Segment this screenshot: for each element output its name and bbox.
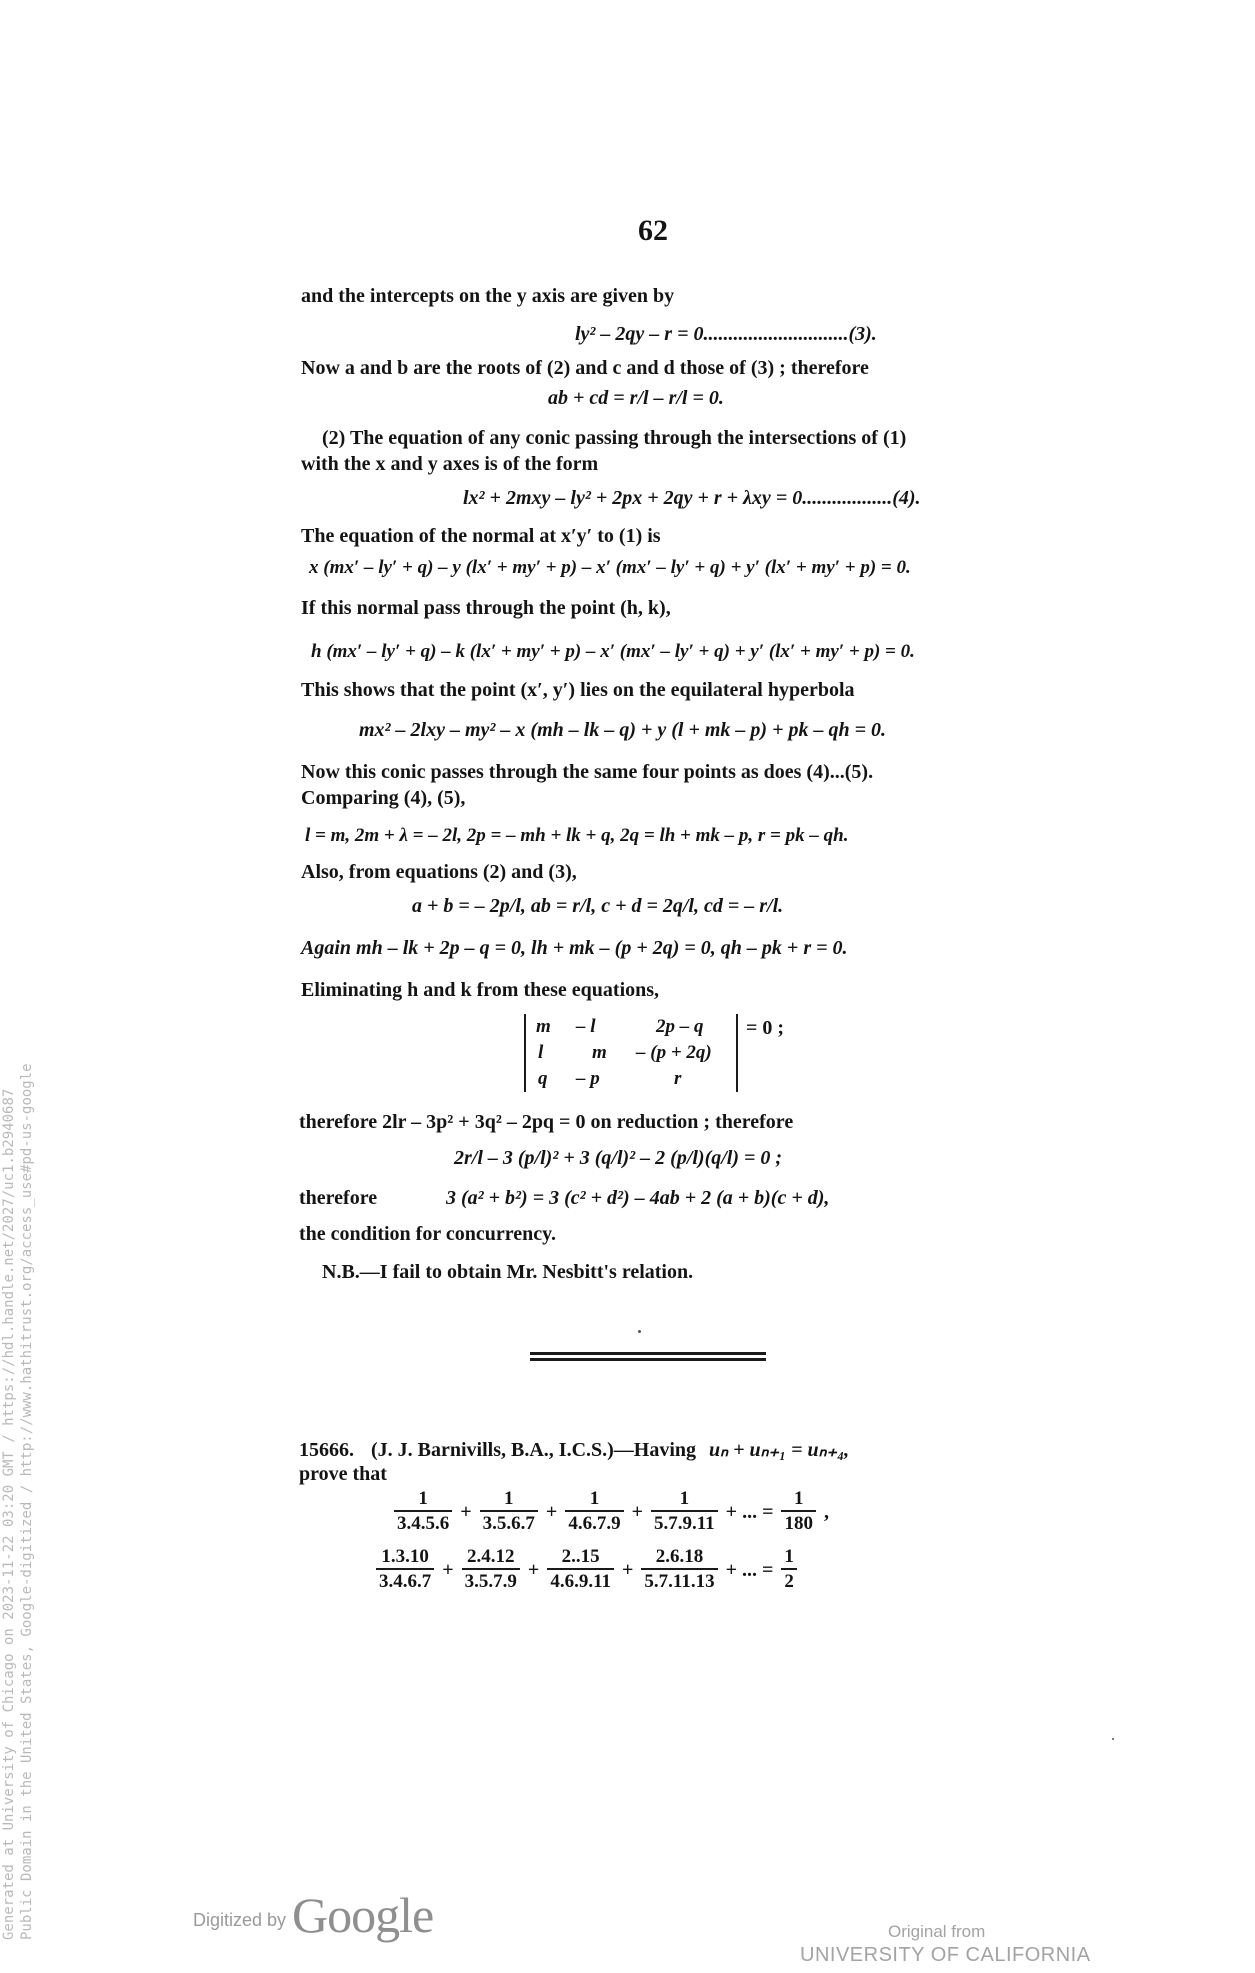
problem-relation: uₙ + uₙ₊₁ = uₙ₊₄,: [709, 1439, 850, 1461]
text-line: (2) The equation of any conic passing through the intersections of (1): [322, 427, 907, 449]
problem-author: (J. J. Barnivills, B.A., I.C.S.)—Having: [371, 1439, 697, 1461]
problem-header: [299, 1438, 849, 1462]
section-rule-top: [530, 1352, 766, 1355]
equation-line: l = m, 2m + λ = – 2l, 2p = – mh + lk + q, 2q = lh + mk – p, r = pk – qh.: [305, 825, 849, 846]
equation-line: 2r/l – 3 (p/l)² + 3 (q/l)² – 2 (p/l)(q/l) = 0 ;: [454, 1147, 783, 1169]
text-line: Eliminating h and k from these equations,: [301, 979, 660, 1001]
equation-line: x (mx′ – ly′ + q) – y (lx′ + my′ + p) – x′ (mx′ – ly′ + q) + y′ (lx′ + my′ + p) = 0.: [309, 557, 911, 578]
equation-line: ly² – 2qy – r = 0.............................(3).: [575, 323, 877, 345]
determinant-cell: – l: [576, 1016, 596, 1037]
fraction: $\frac{2.4.12}{3.5.7.9}$: [462, 1546, 520, 1594]
fraction: $\frac{1}{4.6.7.9}$: [565, 1488, 623, 1536]
determinant-cell: – p: [576, 1068, 600, 1089]
series-1: $\frac{1}{3.4.5.6}$ + $\frac{1}{3.5.6.7}$ + $\frac{1}{4.6.7.9}$ + $\frac{1}{5.7.9.11}$ + ... = $\frac{1}{180}$ ,: [392, 1488, 831, 1536]
equation-line: h (mx′ – ly′ + q) – k (lx′ + my′ + p) – x′ (mx′ – ly′ + q) + y′ (lx′ + my′ + p) = 0.: [311, 641, 915, 662]
equation-line: ab + cd = r/l – r/l = 0.: [548, 387, 724, 409]
side-stamp-line: Generated at University of Chicago on 2023-11-22 03:20 GMT / https://hdl.handle.net/2027/uc1.b2940687: [1, 1088, 17, 1940]
original-from-label: Original from: [888, 1922, 986, 1941]
determinant-cell: m: [592, 1042, 607, 1063]
series-ellipsis: + ... =: [725, 1558, 774, 1581]
text-line: therefore: [299, 1187, 378, 1209]
scan-speck: [1112, 1738, 1114, 1740]
equation-line: mx² – 2lxy – my² – x (mh – lk – q) + y (l + mk – p) + pk – qh = 0.: [359, 719, 886, 741]
determinant-cell: r: [674, 1068, 682, 1089]
text-line: Now this conic passes through the same four points as does (4)...(5).: [301, 761, 874, 783]
fraction-result: $\frac{1}{2}$: [781, 1546, 797, 1594]
determinant-cell: q: [538, 1068, 548, 1089]
prove-that: prove that: [299, 1463, 387, 1485]
text-line: and the intercepts on the y axis are given by: [301, 285, 675, 307]
determinant-equals: = 0 ;: [746, 1017, 785, 1039]
google-logo: Google: [292, 1887, 434, 1943]
equation-line: lx² + 2mxy – ly² + 2px + 2qy + r + λxy = 0..................(4).: [463, 487, 921, 509]
series-tail: ,: [823, 1500, 829, 1523]
institution-link[interactable]: UNIVERSITY OF CALIFORNIA: [800, 1944, 1091, 1966]
equation-line: a + b = – 2p/l, ab = r/l, c + d = 2q/l, cd = – r/l.: [412, 895, 784, 917]
fraction: $\frac{1}{5.7.9.11}$: [651, 1488, 718, 1536]
determinant-cell: – (p + 2q): [636, 1042, 712, 1063]
fraction: $\frac{1}{3.5.6.7}$: [480, 1488, 538, 1536]
text-line: N.B.—I fail to obtain Mr. Nesbitt's relation.: [322, 1261, 694, 1283]
side-stamp: [0, 1063, 36, 1940]
determinant-right-bar: [736, 1014, 738, 1092]
fraction: $\frac{1}{3.4.5.6}$: [394, 1488, 452, 1536]
determinant-left-bar: [524, 1014, 526, 1092]
determinant-cell: m: [536, 1016, 551, 1037]
text-line: Also, from equations (2) and (3),: [301, 861, 577, 883]
text-line: therefore 2lr – 3p² + 3q² – 2pq = 0 on reduction ; therefore: [299, 1111, 794, 1133]
text-line: the condition for concurrency.: [299, 1223, 557, 1245]
series-2: $\frac{1.3.10}{3.4.6.7}$ + $\frac{2.4.12}{3.5.7.9}$ + $\frac{2..15}{4.6.9.11}$ + $\frac{2.6.18}{5.7.11.13}$ + ... = $\frac{1}{2}$: [374, 1546, 799, 1594]
fraction: $\frac{1.3.10}{3.4.6.7}$: [376, 1546, 434, 1594]
text-line: with the x and y axes is of the form: [301, 453, 599, 475]
determinant-cell: l: [538, 1042, 544, 1063]
fraction: $\frac{2..15}{4.6.9.11}$: [547, 1546, 614, 1594]
text-line: If this normal pass through the point (h, k),: [301, 597, 671, 619]
text-line: Now a and b are the roots of (2) and c and d those of (3) ; therefore: [301, 357, 869, 379]
section-rule-bottom: [530, 1358, 766, 1361]
side-stamp-line: Public Domain in the United States, Google-digitized / http://www.hathitrust.org/access_use#pd-us-google: [19, 1063, 35, 1940]
fraction: $\frac{2.6.18}{5.7.11.13}$: [641, 1546, 717, 1594]
problem-number: 15666.: [299, 1439, 354, 1461]
text-line: The equation of the normal at x′y′ to (1) is: [301, 525, 661, 547]
text-line: This shows that the point (x′, y′) lies on the equilateral hyperbola: [301, 679, 855, 701]
equation-line: 3 (a² + b²) = 3 (c² + d²) – 4ab + 2 (a + b)(c + d),: [446, 1187, 830, 1209]
digitized-by-label: Digitized by: [193, 1910, 287, 1930]
scan-speck: [638, 1330, 641, 1333]
fraction-result: $\frac{1}{180}$: [781, 1488, 816, 1536]
text-line: Comparing (4), (5),: [301, 787, 466, 809]
equation-line: Again mh – lk + 2p – q = 0, lh + mk – (p + 2q) = 0, qh – pk + r = 0.: [301, 937, 848, 959]
page-number: 62: [638, 214, 668, 247]
determinant-cell: 2p – q: [656, 1016, 704, 1037]
series-ellipsis: + ... =: [725, 1500, 774, 1523]
